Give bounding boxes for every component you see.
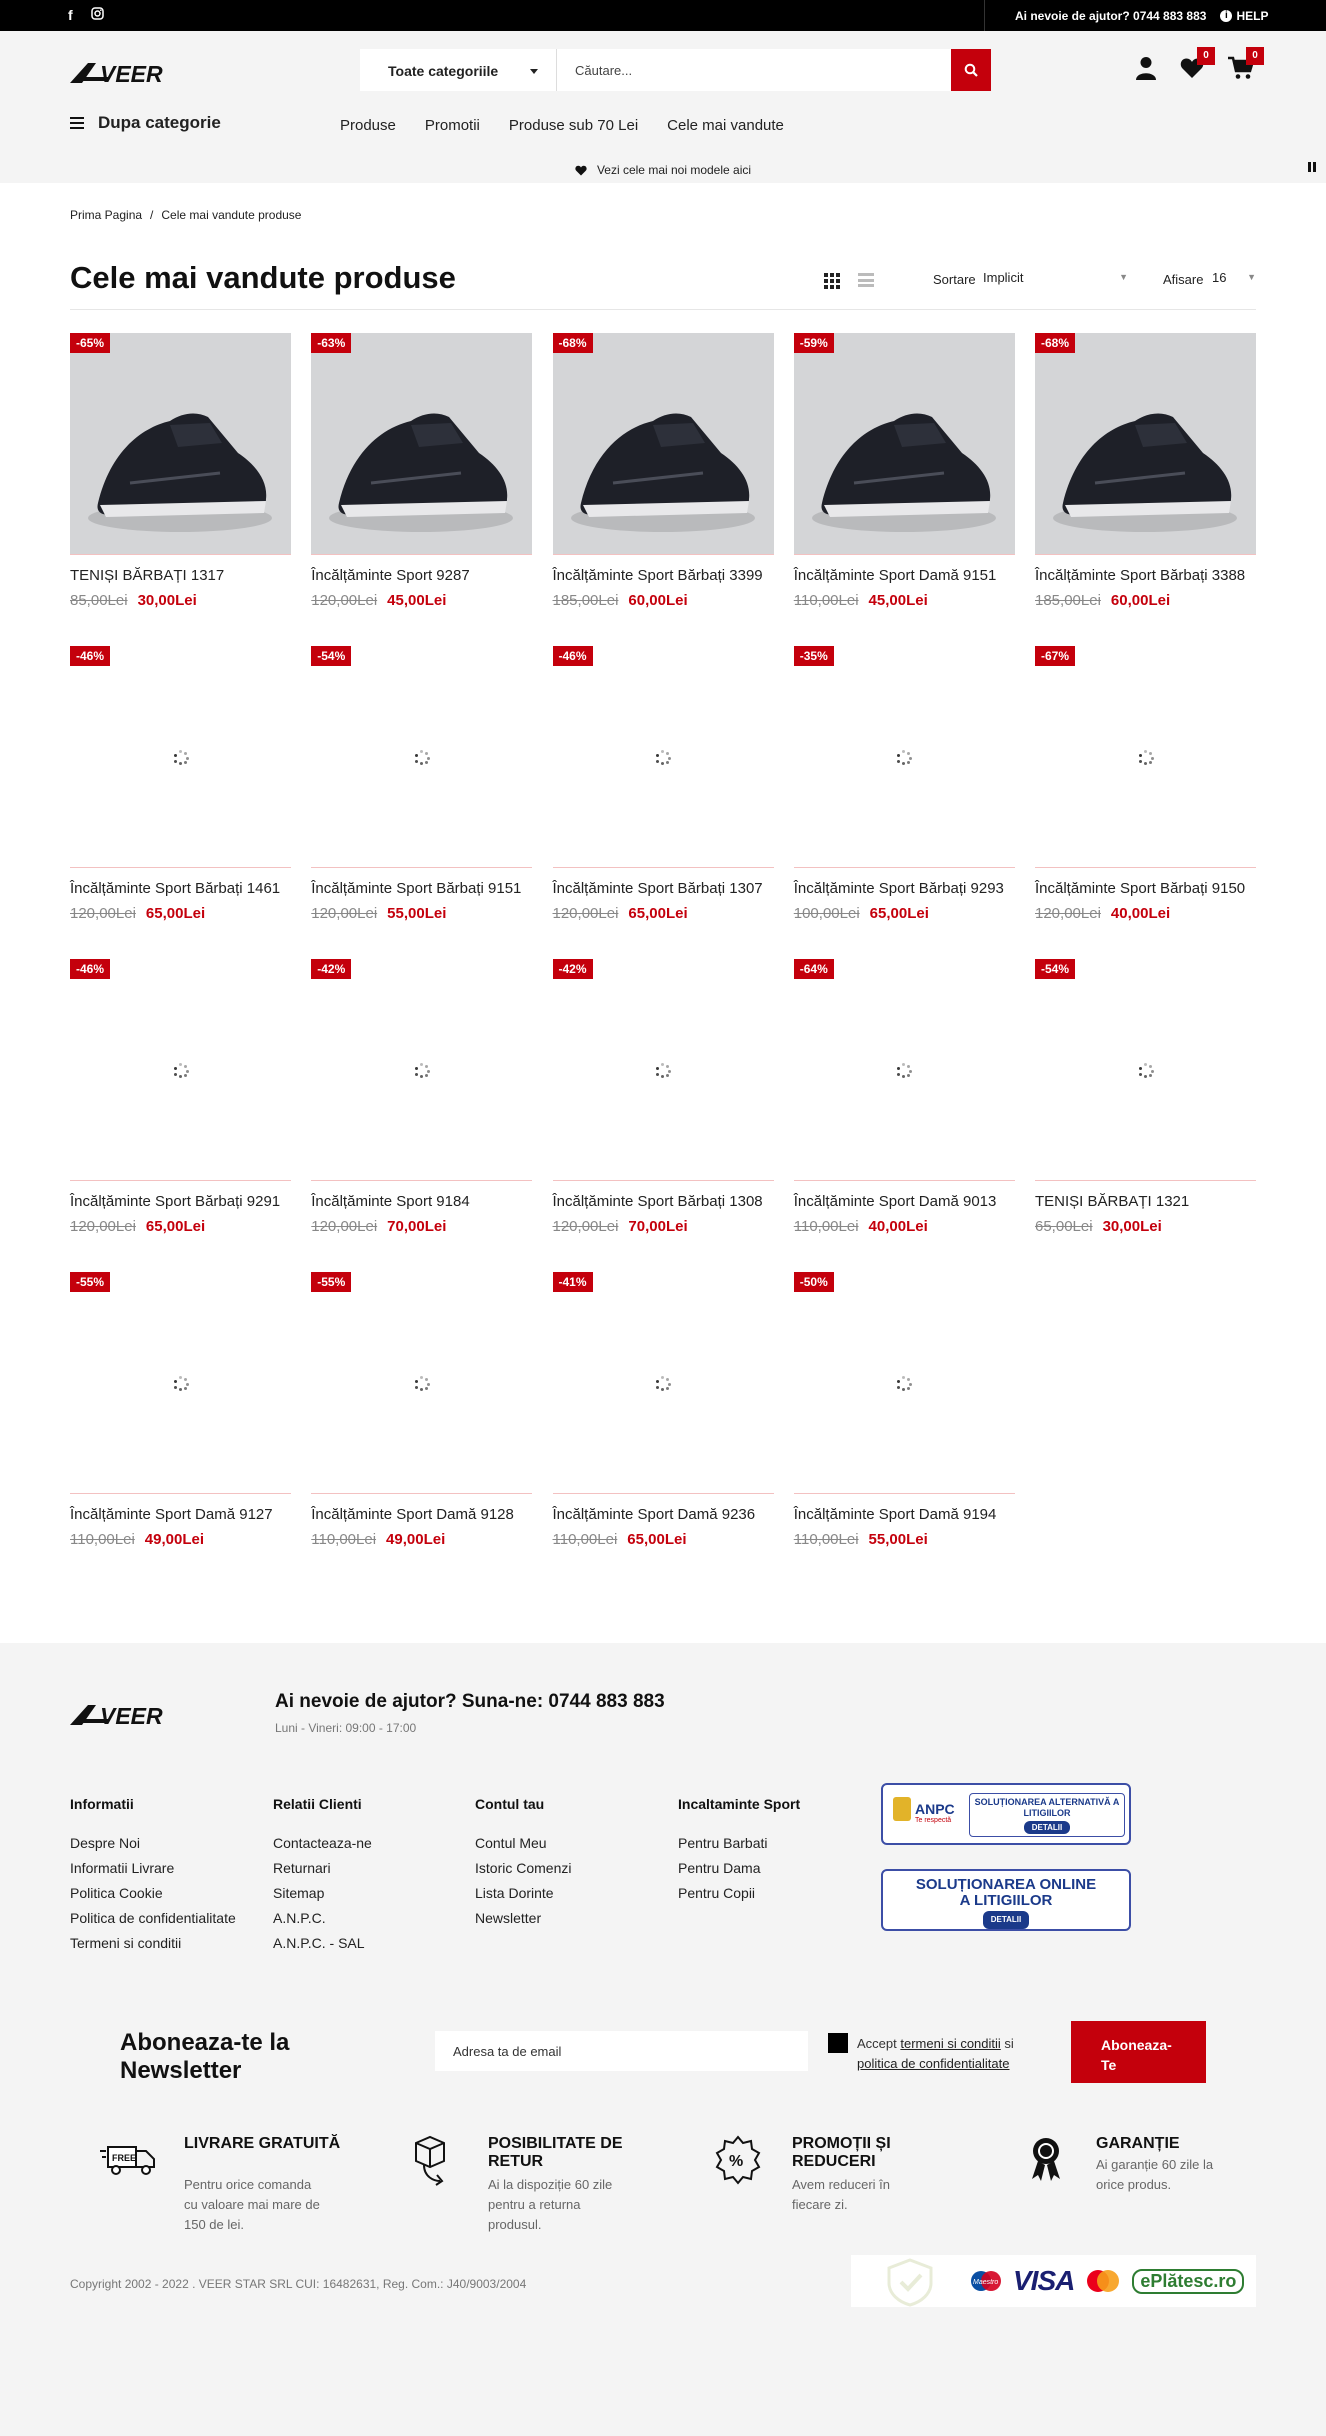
chevron-down-icon: ▼ xyxy=(1119,272,1128,282)
product-prices xyxy=(1035,905,1256,922)
subscribe-button[interactable]: Aboneaza-Te xyxy=(1071,2021,1206,2083)
discount-badge: -59% xyxy=(794,333,834,353)
product-prices xyxy=(311,1218,532,1235)
loading-spinner-icon xyxy=(656,1063,670,1077)
footer xyxy=(0,1643,1326,2436)
product-prices xyxy=(794,905,1015,922)
product-name[interactable]: Încălțăminte Sport 9184 xyxy=(311,1193,470,1210)
product-image-frame[interactable] xyxy=(1035,333,1256,555)
consent-mid: si xyxy=(1000,2036,1014,2051)
footer-link[interactable]: Informatii Livrare xyxy=(70,1860,175,1876)
footer-hours: Luni - Vineri: 09:00 - 17:00 xyxy=(275,1721,417,1735)
footer-link[interactable]: Despre Noi xyxy=(70,1835,141,1851)
anpc-tagline: Te respectă xyxy=(915,1817,952,1824)
svg-text:FREE: FREE xyxy=(112,2153,137,2163)
discount-badge: -42% xyxy=(553,959,593,979)
loading-spinner-icon xyxy=(415,1063,429,1077)
help-box xyxy=(984,0,1326,31)
loading-spinner-icon xyxy=(174,750,188,764)
secure-shield-icon xyxy=(879,2257,941,2307)
product-name[interactable]: Încălțăminte Sport Bărbați 9150 xyxy=(1035,880,1246,897)
product-image xyxy=(311,333,532,555)
product-card[interactable] xyxy=(311,333,532,646)
feature-title: PROMOȚII ȘI REDUCERI xyxy=(792,2135,891,2170)
discount-badge: -42% xyxy=(311,959,351,979)
facebook-icon[interactable]: f xyxy=(68,7,73,23)
payment-methods xyxy=(851,2255,1256,2307)
product-name[interactable]: Încălțăminte Sport Damă 9194 xyxy=(793,1506,997,1523)
old-price: 120,00Lei xyxy=(1035,905,1101,922)
product-card[interactable] xyxy=(1035,959,1256,1272)
category-menu-label: Dupa categorie xyxy=(98,113,221,132)
discount-badge: -63% xyxy=(311,333,351,353)
discount-badge: -67% xyxy=(1035,646,1075,666)
product-image-frame[interactable] xyxy=(553,959,774,1181)
free-delivery-truck-icon xyxy=(100,2135,160,2187)
product-prices xyxy=(553,905,774,922)
loading-spinner-icon xyxy=(656,750,670,764)
product-prices xyxy=(553,1531,774,1548)
product-card[interactable] xyxy=(70,333,291,646)
category-select[interactable] xyxy=(360,49,556,91)
eplatesc-logo: ePlătesc.ro xyxy=(1132,2269,1244,2294)
product-prices xyxy=(794,1218,1015,1235)
product-name[interactable]: Încălțăminte Sport Bărbați 1461 xyxy=(70,880,281,897)
discount-badge: -35% xyxy=(794,646,834,666)
mastercard-logo xyxy=(1084,2269,1122,2293)
product-name[interactable]: Încălțăminte Sport Bărbați 9293 xyxy=(793,880,1004,897)
show-label: Afisare xyxy=(1163,272,1204,287)
old-price: 120,00Lei xyxy=(552,905,619,922)
product-name[interactable]: Încălțăminte Sport Damă 9013 xyxy=(793,1193,997,1210)
discount-badge: -55% xyxy=(311,1272,351,1292)
product-card[interactable] xyxy=(311,1272,532,1585)
old-price: 110,00Lei xyxy=(70,1531,135,1548)
product-name[interactable]: Încălțăminte Sport Bărbați 3388 xyxy=(1035,567,1246,584)
product-image-frame[interactable] xyxy=(794,959,1015,1181)
breadcrumb-home[interactable]: Prima Pagina xyxy=(70,208,143,222)
discount-badge: -68% xyxy=(1035,333,1075,353)
footer-link[interactable]: Istoric Comenzi xyxy=(475,1860,572,1876)
product-image-frame[interactable] xyxy=(70,646,291,868)
sale-price: 65,00Lei xyxy=(145,905,206,922)
footer-link[interactable]: Politica Cookie xyxy=(70,1885,163,1901)
breadcrumb-separator: / xyxy=(150,208,154,222)
product-card[interactable] xyxy=(553,959,774,1272)
old-price: 65,00Lei xyxy=(1035,1218,1093,1235)
sol-text: SOLUȚIONAREA ONLINE A LITIGIILOR xyxy=(915,1876,1097,1909)
footer-col-title: Contul tau xyxy=(475,1796,545,1812)
sale-price: 55,00Lei xyxy=(387,905,447,922)
product-prices xyxy=(70,1218,291,1235)
heart-icon xyxy=(575,165,587,176)
product-prices xyxy=(311,905,532,922)
sale-price: 30,00Lei xyxy=(137,592,197,609)
product-card[interactable] xyxy=(794,333,1015,646)
sale-price: 40,00Lei xyxy=(1110,905,1171,922)
category-menu-toggle[interactable] xyxy=(70,113,221,133)
promo-ticker[interactable] xyxy=(0,159,1326,181)
loading-spinner-icon xyxy=(415,1376,429,1390)
old-price: 110,00Lei xyxy=(552,1531,618,1548)
sale-price: 70,00Lei xyxy=(628,1218,688,1235)
sal-details: DETALII xyxy=(1024,1821,1071,1834)
product-card[interactable] xyxy=(553,646,774,959)
page-title: Cele mai vandute produse xyxy=(70,260,456,295)
product-prices xyxy=(311,1531,532,1548)
anpc-logo xyxy=(889,1791,965,1837)
old-price: 120,00Lei xyxy=(70,1218,136,1235)
consent-prefix: Accept xyxy=(857,2036,901,2051)
sale-price: 30,00Lei xyxy=(1102,1218,1162,1235)
footer-link[interactable]: Pentru Copii xyxy=(678,1885,756,1901)
footer-link[interactable]: Contul Meu xyxy=(475,1835,547,1851)
top-bar xyxy=(0,0,1326,31)
svg-text:VEER: VEER xyxy=(100,61,163,87)
header xyxy=(0,31,1326,183)
product-prices xyxy=(311,592,532,609)
sort-select[interactable] xyxy=(983,270,1128,285)
product-prices xyxy=(1035,1218,1256,1235)
loading-spinner-icon xyxy=(897,1376,911,1390)
sale-price: 65,00Lei xyxy=(627,1531,687,1548)
footer-link[interactable]: A.N.P.C. xyxy=(273,1910,326,1926)
product-image-frame[interactable] xyxy=(311,333,532,555)
sol-details: DETALII xyxy=(983,1911,1030,1929)
footer-link[interactable]: Termeni si conditii xyxy=(70,1935,182,1951)
feature-title: GARANȚIE xyxy=(1096,2135,1180,2152)
product-image-frame[interactable] xyxy=(70,959,291,1181)
sal-text: SOLUȚIONAREA ALTERNATIVĂ A LITIGIILOR xyxy=(974,1797,1120,1818)
product-image-frame[interactable] xyxy=(794,333,1015,555)
discount-badge: -68% xyxy=(553,333,593,353)
veer-logo[interactable] xyxy=(70,1701,212,1729)
product-card[interactable] xyxy=(1035,646,1256,959)
footer-help-phone: Ai nevoie de ajutor? Suna-ne: 0744 883 883 xyxy=(275,1691,665,1712)
privacy-link[interactable]: politica de confidentialitate xyxy=(857,2056,1010,2071)
product-name[interactable]: Încălțăminte Sport Bărbați 9291 xyxy=(70,1193,281,1210)
promo-text: Vezi cele mai noi modele aici xyxy=(596,163,752,177)
old-price: 110,00Lei xyxy=(793,1531,859,1548)
maestro-logo xyxy=(969,2270,1003,2292)
return-box-icon xyxy=(404,2135,464,2187)
old-price: 110,00Lei xyxy=(311,1531,377,1548)
product-prices xyxy=(70,905,291,922)
product-image-frame[interactable] xyxy=(1035,646,1256,868)
sale-price: 45,00Lei xyxy=(387,592,447,609)
terms-link[interactable]: termeni si conditii xyxy=(900,2036,1001,2051)
product-image-frame[interactable] xyxy=(553,333,774,555)
search-icon xyxy=(964,63,978,77)
loading-spinner-icon xyxy=(656,1376,670,1390)
discount-badge: -54% xyxy=(1035,959,1075,979)
footer-link[interactable]: Contacteaza-ne xyxy=(273,1835,372,1851)
old-price: 120,00Lei xyxy=(311,905,378,922)
product-prices xyxy=(794,592,1015,609)
footer-col-relatii xyxy=(273,1796,372,1961)
product-card[interactable] xyxy=(553,1272,774,1585)
loading-spinner-icon xyxy=(1139,1063,1153,1077)
product-name[interactable]: Încălțăminte Sport Bărbați 3399 xyxy=(552,567,763,584)
discount-badge: -46% xyxy=(70,646,110,666)
search-input[interactable] xyxy=(556,49,951,91)
footer-col-contul xyxy=(475,1796,571,1936)
product-image xyxy=(794,333,1015,555)
product-image xyxy=(553,333,774,555)
product-name[interactable]: Încălțăminte Sport Damă 9128 xyxy=(311,1506,514,1523)
wishlist-count-badge: 0 xyxy=(1197,47,1215,65)
sale-price: 70,00Lei xyxy=(387,1218,447,1235)
svg-text:%: % xyxy=(729,2153,744,2170)
footer-link[interactable]: Sitemap xyxy=(273,1885,325,1901)
sale-price: 49,00Lei xyxy=(386,1531,446,1548)
old-price: 120,00Lei xyxy=(70,905,136,922)
discount-badge: -41% xyxy=(553,1272,593,1292)
discount-badge: -46% xyxy=(553,646,593,666)
old-price: 100,00Lei xyxy=(793,905,860,922)
product-prices xyxy=(553,592,774,609)
loading-spinner-icon xyxy=(1139,750,1153,764)
old-price: 110,00Lei xyxy=(793,1218,859,1235)
footer-link[interactable]: Pentru Barbati xyxy=(678,1835,768,1851)
product-image-frame[interactable] xyxy=(311,959,532,1181)
product-image-frame[interactable] xyxy=(553,1272,774,1494)
product-name[interactable]: Încălțăminte Sport Damă 9151 xyxy=(793,567,997,584)
feature-title: LIVRARE GRATUITĂ xyxy=(184,2135,341,2152)
sale-price: 60,00Lei xyxy=(1110,592,1171,609)
product-prices xyxy=(794,1531,1015,1548)
footer-col-incaltaminte xyxy=(678,1796,800,1911)
old-price: 120,00Lei xyxy=(311,592,378,609)
discount-badge: -65% xyxy=(70,333,110,353)
account-button[interactable] xyxy=(1131,53,1161,83)
consent-text xyxy=(857,2034,1027,2074)
warranty-medal-icon xyxy=(1012,2135,1072,2187)
chevron-down-icon xyxy=(530,69,538,74)
product-image-frame[interactable] xyxy=(553,646,774,868)
product-name[interactable]: Încălțăminte Sport Damă 9236 xyxy=(552,1506,756,1523)
old-price: 85,00Lei xyxy=(70,592,128,609)
product-card[interactable] xyxy=(794,959,1015,1272)
product-prices xyxy=(1035,592,1256,609)
loading-spinner-icon xyxy=(174,1376,188,1390)
show-select[interactable] xyxy=(1212,270,1256,285)
footer-col-title: Informatii xyxy=(70,1796,134,1812)
social-links xyxy=(68,7,104,23)
breadcrumb-current: Cele mai vandute produse xyxy=(161,208,302,222)
old-price: 120,00Lei xyxy=(311,1218,378,1235)
footer-col-informatii xyxy=(70,1796,236,1961)
nav-item-produse[interactable]: Produse xyxy=(340,117,396,134)
visa-logo: VISA xyxy=(1013,2265,1075,2296)
anpc-brand: ANPC xyxy=(915,1801,955,1817)
feature-text: Ai la dispoziție 60 zile pentru a returna produsul. xyxy=(488,2177,613,2232)
search-button[interactable] xyxy=(951,49,991,91)
help-phone-text: Ai nevoie de ajutor? 0744 883 883 xyxy=(1015,8,1207,23)
sale-price: 45,00Lei xyxy=(868,592,928,609)
product-image-frame[interactable] xyxy=(311,646,532,868)
sale-price: 60,00Lei xyxy=(628,592,688,609)
product-prices xyxy=(70,1531,291,1548)
loading-spinner-icon xyxy=(415,750,429,764)
product-card[interactable] xyxy=(311,646,532,959)
cart-count-badge: 0 xyxy=(1246,47,1264,65)
product-card[interactable] xyxy=(794,646,1015,959)
product-name[interactable]: Încălțăminte Sport Damă 9127 xyxy=(70,1506,273,1523)
help-link-label: HELP xyxy=(1236,8,1269,23)
list-view-icon[interactable] xyxy=(858,273,874,287)
discount-badge: -55% xyxy=(70,1272,110,1292)
divider xyxy=(70,309,1256,310)
sale-price: 65,00Lei xyxy=(628,905,688,922)
product-image xyxy=(1035,333,1256,555)
feature-title: POSIBILITATE DE RETUR xyxy=(488,2135,623,2170)
old-price: 185,00Lei xyxy=(1035,592,1101,609)
footer-col-title: Relatii Clienti xyxy=(273,1796,362,1812)
category-select-value: Toate categoriile xyxy=(388,63,499,79)
sale-price: 55,00Lei xyxy=(868,1531,928,1548)
feature-text: Ai garanție 60 zile la orice produs. xyxy=(1096,2157,1214,2192)
svg-text:VEER: VEER xyxy=(100,1703,163,1729)
consent-checkbox[interactable] xyxy=(828,2033,848,2053)
help-link[interactable] xyxy=(1220,9,1268,23)
chevron-down-icon: ▼ xyxy=(1247,272,1256,282)
product-name[interactable]: Încălțăminte Sport Bărbați 9151 xyxy=(311,880,522,897)
discount-badge: -46% xyxy=(70,959,110,979)
show-select-value: 16 xyxy=(1212,270,1227,285)
product-image-frame[interactable] xyxy=(794,1272,1015,1494)
old-price: 120,00Lei xyxy=(552,1218,619,1235)
sale-price: 65,00Lei xyxy=(869,905,929,922)
discount-badge: -50% xyxy=(794,1272,834,1292)
feature-text: Pentru orice comanda cu valoare mai mare de 150 de lei. xyxy=(184,2177,320,2232)
product-name[interactable]: Încălțăminte Sport Bărbați 1308 xyxy=(552,1193,763,1210)
footer-link[interactable]: Returnari xyxy=(273,1860,331,1876)
anpc-crest-icon xyxy=(893,1797,911,1821)
sale-price: 40,00Lei xyxy=(868,1218,928,1235)
cart-button[interactable] xyxy=(1226,50,1258,83)
anpc-sal-badge[interactable] xyxy=(881,1783,1131,1845)
sale-price: 49,00Lei xyxy=(144,1531,205,1548)
old-price: 185,00Lei xyxy=(552,592,619,609)
product-image-frame[interactable] xyxy=(70,1272,291,1494)
sol-badge[interactable] xyxy=(881,1869,1131,1931)
product-name[interactable]: TENIȘI BĂRBAȚI 1317 xyxy=(70,567,225,584)
feature-text: Avem reduceri în fiecare zi. xyxy=(792,2177,891,2212)
product-name[interactable]: TENIȘI BĂRBAȚI 1321 xyxy=(1035,1193,1190,1210)
instagram-icon[interactable] xyxy=(91,7,104,23)
nav-item-promotii[interactable]: Promotii xyxy=(424,117,480,134)
product-prices xyxy=(553,1218,774,1235)
discount-badge: -54% xyxy=(311,646,351,666)
sort-label: Sortare xyxy=(933,272,976,287)
footer-col-title: Incaltaminte Sport xyxy=(678,1796,801,1812)
old-price: 110,00Lei xyxy=(793,592,859,609)
newsletter-email-input[interactable] xyxy=(435,2031,808,2071)
product-image-frame[interactable] xyxy=(70,333,291,555)
product-card[interactable] xyxy=(311,959,532,1272)
discount-badge: -64% xyxy=(794,959,834,979)
breadcrumb xyxy=(70,208,301,222)
main-nav xyxy=(340,117,784,134)
product-card[interactable] xyxy=(70,959,291,1272)
product-image-frame[interactable] xyxy=(794,646,1015,868)
sort-select-value: Implicit xyxy=(983,270,1024,285)
loading-spinner-icon xyxy=(897,1063,911,1077)
product-card[interactable] xyxy=(553,333,774,646)
sal-text-box xyxy=(969,1793,1125,1837)
loading-spinner-icon xyxy=(174,1063,188,1077)
loading-spinner-icon xyxy=(897,750,911,764)
svg-text:Maestro: Maestro xyxy=(973,2279,999,2286)
info-icon: i xyxy=(1220,10,1232,22)
product-image xyxy=(70,333,291,555)
product-card[interactable] xyxy=(794,1272,1015,1585)
grid-view-icon[interactable] xyxy=(824,273,840,287)
newsletter-title: Aboneaza-te la Newsletter xyxy=(120,2029,290,2084)
wishlist-button[interactable] xyxy=(1177,50,1209,83)
product-image-frame[interactable] xyxy=(1035,959,1256,1181)
copyright: Copyright 2002 - 2022 . VEER STAR SRL CUI: 16482631, Reg. Com.: J40/9003/2004 xyxy=(70,2277,527,2291)
product-card[interactable] xyxy=(70,1272,291,1585)
product-card[interactable] xyxy=(70,646,291,959)
footer-link[interactable]: Pentru Dama xyxy=(678,1860,761,1876)
user-icon xyxy=(1135,56,1157,80)
hamburger-icon xyxy=(70,117,84,129)
product-name[interactable]: Încălțăminte Sport 9287 xyxy=(311,567,470,584)
sale-price: 65,00Lei xyxy=(145,1218,206,1235)
footer-link[interactable]: Lista Dorinte xyxy=(475,1885,554,1901)
pause-icon[interactable] xyxy=(1308,162,1316,172)
product-grid xyxy=(70,333,1256,1585)
product-name[interactable]: Încălțăminte Sport Bărbați 1307 xyxy=(552,880,763,897)
percent-badge-icon xyxy=(708,2135,768,2187)
product-card[interactable] xyxy=(1035,333,1256,646)
footer-link[interactable]: Politica de confidentialitate xyxy=(70,1910,236,1926)
footer-link[interactable]: A.N.P.C. - SAL xyxy=(273,1935,365,1951)
footer-link[interactable]: Newsletter xyxy=(475,1910,542,1926)
product-image-frame[interactable] xyxy=(311,1272,532,1494)
nav-item-sub-70[interactable]: Produse sub 70 Lei xyxy=(508,117,639,134)
product-prices xyxy=(70,592,291,609)
veer-logo[interactable] xyxy=(70,59,212,87)
nav-item-bestsellers[interactable]: Cele mai vandute xyxy=(667,117,784,134)
